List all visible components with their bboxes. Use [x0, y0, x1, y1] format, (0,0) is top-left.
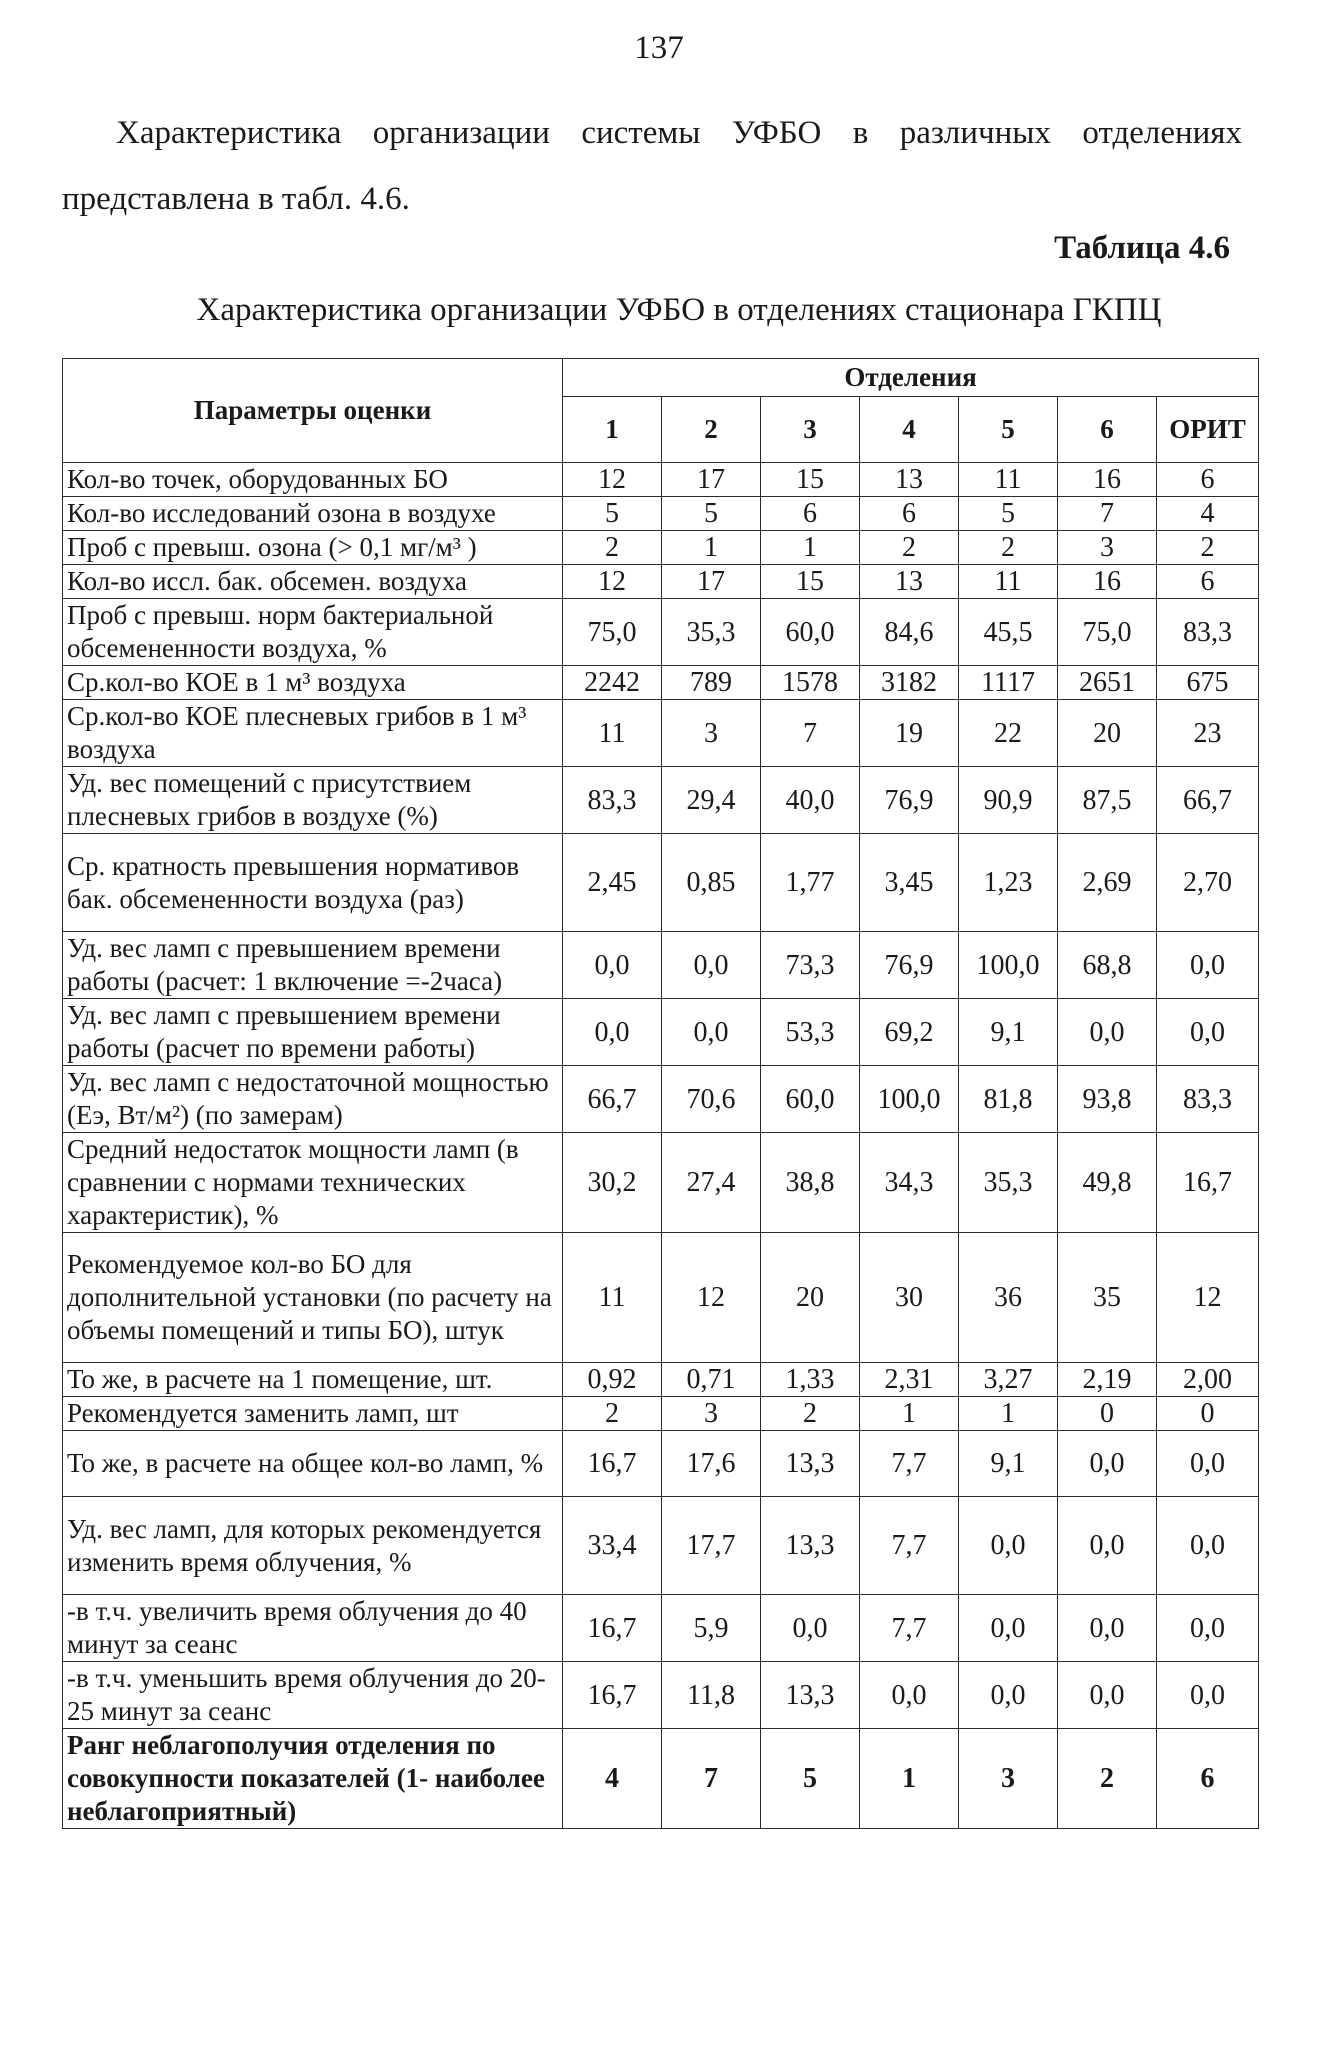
cell-value: 9,1: [959, 1431, 1058, 1497]
table-row: [63, 497, 1259, 531]
table-row: [63, 999, 1259, 1066]
cell-value: 29,4: [662, 767, 761, 834]
cell-value: 0,0: [860, 1662, 959, 1729]
cell-value: 11: [959, 565, 1058, 599]
cell-value: 2: [563, 531, 662, 565]
cell-value: 6: [860, 497, 959, 531]
cell-value: 13: [860, 565, 959, 599]
cell-value: 3,27: [959, 1363, 1058, 1397]
cell-value: 11: [959, 463, 1058, 497]
cell-value: 19: [860, 700, 959, 767]
cell-value: 2,45: [563, 834, 662, 932]
cell-value: 2: [761, 1397, 860, 1431]
cell-value: 83,3: [563, 767, 662, 834]
table-row: [63, 932, 1259, 999]
cell-value: 20: [1058, 700, 1157, 767]
cell-value: 34,3: [860, 1133, 959, 1233]
cell-value: 0,0: [1157, 1595, 1259, 1662]
page-number: 137: [634, 30, 684, 66]
cell-value: 2: [1058, 1729, 1157, 1829]
cell-value: 87,5: [1058, 767, 1157, 834]
cell-value: 35: [1058, 1233, 1157, 1363]
cell-value: 5: [959, 497, 1058, 531]
cell-value: 4: [563, 1729, 662, 1829]
row-label: Уд. вес ламп с превышением времени работы (расчет: 1 включение =-2часа): [63, 932, 563, 999]
cell-value: 81,8: [959, 1066, 1058, 1133]
cell-value: 0,0: [662, 932, 761, 999]
cell-value: 6: [1157, 1729, 1259, 1829]
cell-value: 49,8: [1058, 1133, 1157, 1233]
cell-value: 11: [563, 1233, 662, 1363]
cell-value: 7: [1058, 497, 1157, 531]
table-row: [63, 463, 1259, 497]
cell-value: 1117: [959, 666, 1058, 700]
cell-value: 15: [761, 565, 860, 599]
cell-value: 0,0: [1157, 1662, 1259, 1729]
table-row: [63, 1066, 1259, 1133]
cell-value: 2,31: [860, 1363, 959, 1397]
row-label: Ср.кол-во КОЕ в 1 м³ воздуха: [63, 666, 563, 700]
cell-value: 2: [1157, 531, 1259, 565]
cell-value: 12: [563, 463, 662, 497]
cell-value: 1: [959, 1397, 1058, 1431]
table-row: [63, 767, 1259, 834]
cell-value: 1: [860, 1397, 959, 1431]
table-row: [63, 1397, 1259, 1431]
row-label: То же, в расчете на общее кол-во ламп, %: [63, 1431, 563, 1497]
cell-value: 2,70: [1157, 834, 1259, 932]
table-row: [63, 1133, 1259, 1233]
cell-value: 16: [1058, 463, 1157, 497]
cell-value: 2: [563, 1397, 662, 1431]
row-label: Рекомендуемое кол-во БО для дополнительной установки (по расчету на объемы помещений и типы БО), штук: [63, 1233, 563, 1363]
cell-value: 7,7: [860, 1431, 959, 1497]
cell-value: 35,3: [662, 599, 761, 666]
row-label: -в т.ч. уменьшить время облучения до 20-25 минут за сеанс: [63, 1662, 563, 1729]
intro-paragraph: Характеристика организации системы УФБО в различных отделениях представлена в табл. 4.6.: [62, 115, 1242, 217]
cell-value: 0,0: [662, 999, 761, 1066]
cell-value: 6: [1157, 463, 1259, 497]
row-label: Проб с превыш. озона (> 0,1 мг/м³ ): [63, 531, 563, 565]
cell-value: 83,3: [1157, 599, 1259, 666]
row-label: Уд. вес ламп с превышением времени работы (расчет по времени работы): [63, 999, 563, 1066]
row-label: Ср. кратность превышения нормативов бак. обсемененности воздуха (раз): [63, 834, 563, 932]
row-label: Средний недостаток мощности ламп (в сравнении с нормами технических характеристик), %: [63, 1133, 563, 1233]
cell-value: 0: [1058, 1397, 1157, 1431]
data-table: [62, 358, 1259, 1829]
cell-value: 0,0: [1157, 1431, 1259, 1497]
row-label: Кол-во исследований озона в воздухе: [63, 497, 563, 531]
cell-value: 38,8: [761, 1133, 860, 1233]
cell-value: 1: [662, 531, 761, 565]
cell-value: 22: [959, 700, 1058, 767]
cell-value: 12: [563, 565, 662, 599]
cell-value: 0,0: [959, 1497, 1058, 1595]
cell-value: 70,6: [662, 1066, 761, 1133]
table-row: [63, 531, 1259, 565]
cell-value: 2: [959, 531, 1058, 565]
cell-value: 3: [1058, 531, 1157, 565]
cell-value: 75,0: [563, 599, 662, 666]
cell-value: 17,6: [662, 1431, 761, 1497]
cell-value: 53,3: [761, 999, 860, 1066]
column-header: 6: [1058, 397, 1157, 463]
cell-value: 7,7: [860, 1497, 959, 1595]
cell-value: 3: [662, 1397, 761, 1431]
cell-value: 27,4: [662, 1133, 761, 1233]
column-header: ОРИТ: [1157, 397, 1259, 463]
table-row: [63, 1662, 1259, 1729]
cell-value: 36: [959, 1233, 1058, 1363]
cell-value: 11,8: [662, 1662, 761, 1729]
cell-value: 0,71: [662, 1363, 761, 1397]
cell-value: 1: [860, 1729, 959, 1829]
cell-value: 11: [563, 700, 662, 767]
row-label: Кол-во иссл. бак. обсемен. воздуха: [63, 565, 563, 599]
cell-value: 17,7: [662, 1497, 761, 1595]
row-label: Ранг неблагополучия отделения по совокупности показателей (1- наиболее неблагоприятный): [63, 1729, 563, 1829]
cell-value: 7: [662, 1729, 761, 1829]
cell-value: 66,7: [563, 1066, 662, 1133]
cell-value: 0,0: [563, 999, 662, 1066]
cell-value: 83,3: [1157, 1066, 1259, 1133]
cell-value: 76,9: [860, 932, 959, 999]
row-label: Кол-во точек, оборудованных БО: [63, 463, 563, 497]
row-label: Уд. вес ламп с недостаточной мощностью (Еэ, Вт/м²) (по замерам): [63, 1066, 563, 1133]
table-row: [63, 666, 1259, 700]
cell-value: 75,0: [1058, 599, 1157, 666]
cell-value: 0,0: [959, 1595, 1058, 1662]
cell-value: 100,0: [860, 1066, 959, 1133]
cell-value: 30: [860, 1233, 959, 1363]
cell-value: 84,6: [860, 599, 959, 666]
table-row: [63, 599, 1259, 666]
cell-value: 90,9: [959, 767, 1058, 834]
cell-value: 675: [1157, 666, 1259, 700]
cell-value: 17: [662, 565, 761, 599]
cell-value: 45,5: [959, 599, 1058, 666]
group-header: Отделения: [563, 359, 1259, 397]
cell-value: 13,3: [761, 1431, 860, 1497]
cell-value: 2,69: [1058, 834, 1157, 932]
cell-value: 9,1: [959, 999, 1058, 1066]
cell-value: 68,8: [1058, 932, 1157, 999]
cell-value: 4: [1157, 497, 1259, 531]
cell-value: 1,23: [959, 834, 1058, 932]
cell-value: 2: [860, 531, 959, 565]
cell-value: 16,7: [563, 1431, 662, 1497]
cell-value: 0,0: [563, 932, 662, 999]
cell-value: 13,3: [761, 1662, 860, 1729]
cell-value: 17: [662, 463, 761, 497]
cell-value: 7,7: [860, 1595, 959, 1662]
row-label: Уд. вес ламп, для которых рекомендуется изменить время облучения, %: [63, 1497, 563, 1595]
cell-value: 2242: [563, 666, 662, 700]
cell-value: 66,7: [1157, 767, 1259, 834]
table-row: [63, 1497, 1259, 1595]
cell-value: 0,0: [1058, 1431, 1157, 1497]
table-row: [63, 1431, 1259, 1497]
cell-value: 2651: [1058, 666, 1157, 700]
cell-value: 0,0: [1058, 1662, 1157, 1729]
cell-value: 76,9: [860, 767, 959, 834]
cell-value: 0,0: [959, 1662, 1058, 1729]
param-header: Параметры оценки: [63, 359, 563, 463]
cell-value: 33,4: [563, 1497, 662, 1595]
cell-value: 1,33: [761, 1363, 860, 1397]
table-row: [63, 1363, 1259, 1397]
cell-value: 13,3: [761, 1497, 860, 1595]
column-header: 3: [761, 397, 860, 463]
cell-value: 100,0: [959, 932, 1058, 999]
cell-value: 2,19: [1058, 1363, 1157, 1397]
cell-value: 23: [1157, 700, 1259, 767]
cell-value: 1,77: [761, 834, 860, 932]
cell-value: 16,7: [563, 1662, 662, 1729]
cell-value: 93,8: [1058, 1066, 1157, 1133]
row-label: Рекомендуется заменить ламп, шт: [63, 1397, 563, 1431]
cell-value: 0,0: [1058, 1497, 1157, 1595]
cell-value: 40,0: [761, 767, 860, 834]
cell-value: 13: [860, 463, 959, 497]
table-caption: Характеристика организации УФБО в отделениях стационара ГКПЦ: [196, 292, 1162, 328]
cell-value: 60,0: [761, 599, 860, 666]
cell-value: 0,0: [1058, 999, 1157, 1066]
row-label: Проб с превыш. норм бактериальной обсемененности воздуха, %: [63, 599, 563, 666]
column-header: 1: [563, 397, 662, 463]
cell-value: 73,3: [761, 932, 860, 999]
column-header: 4: [860, 397, 959, 463]
cell-value: 5: [761, 1729, 860, 1829]
table-row: [63, 565, 1259, 599]
cell-value: 5: [662, 497, 761, 531]
cell-value: 5,9: [662, 1595, 761, 1662]
table-row: [63, 1729, 1259, 1829]
cell-value: 789: [662, 666, 761, 700]
cell-value: 16,7: [1157, 1133, 1259, 1233]
table-row: [63, 700, 1259, 767]
table-body: [63, 463, 1259, 1829]
cell-value: 1: [761, 531, 860, 565]
cell-value: 2,00: [1157, 1363, 1259, 1397]
cell-value: 3: [959, 1729, 1058, 1829]
row-label: Ср.кол-во КОЕ плесневых грибов в 1 м³ воздуха: [63, 700, 563, 767]
cell-value: 12: [662, 1233, 761, 1363]
cell-value: 35,3: [959, 1133, 1058, 1233]
cell-value: 12: [1157, 1233, 1259, 1363]
cell-value: 0,0: [1157, 1497, 1259, 1595]
cell-value: 3,45: [860, 834, 959, 932]
cell-value: 20: [761, 1233, 860, 1363]
table-row: [63, 1233, 1259, 1363]
column-header: 2: [662, 397, 761, 463]
cell-value: 0,85: [662, 834, 761, 932]
cell-value: 0,92: [563, 1363, 662, 1397]
cell-value: 0,0: [1058, 1595, 1157, 1662]
cell-value: 16,7: [563, 1595, 662, 1662]
cell-value: 30,2: [563, 1133, 662, 1233]
cell-value: 60,0: [761, 1066, 860, 1133]
cell-value: 0,0: [761, 1595, 860, 1662]
cell-value: 69,2: [860, 999, 959, 1066]
cell-value: 1578: [761, 666, 860, 700]
cell-value: 6: [1157, 565, 1259, 599]
cell-value: 16: [1058, 565, 1157, 599]
column-header: 5: [959, 397, 1058, 463]
cell-value: 15: [761, 463, 860, 497]
row-label: Уд. вес помещений с присутствием плесневых грибов в воздухе (%): [63, 767, 563, 834]
cell-value: 7: [761, 700, 860, 767]
cell-value: 3: [662, 700, 761, 767]
table-label: Таблица 4.6: [1054, 230, 1230, 266]
table-row: [63, 1595, 1259, 1662]
row-label: -в т.ч. увеличить время облучения до 40 минут за сеанс: [63, 1595, 563, 1662]
cell-value: 0: [1157, 1397, 1259, 1431]
cell-value: 3182: [860, 666, 959, 700]
table-row: [63, 834, 1259, 932]
row-label: То же, в расчете на 1 помещение, шт.: [63, 1363, 563, 1397]
cell-value: 6: [761, 497, 860, 531]
cell-value: 0,0: [1157, 932, 1259, 999]
cell-value: 0,0: [1157, 999, 1259, 1066]
cell-value: 5: [563, 497, 662, 531]
